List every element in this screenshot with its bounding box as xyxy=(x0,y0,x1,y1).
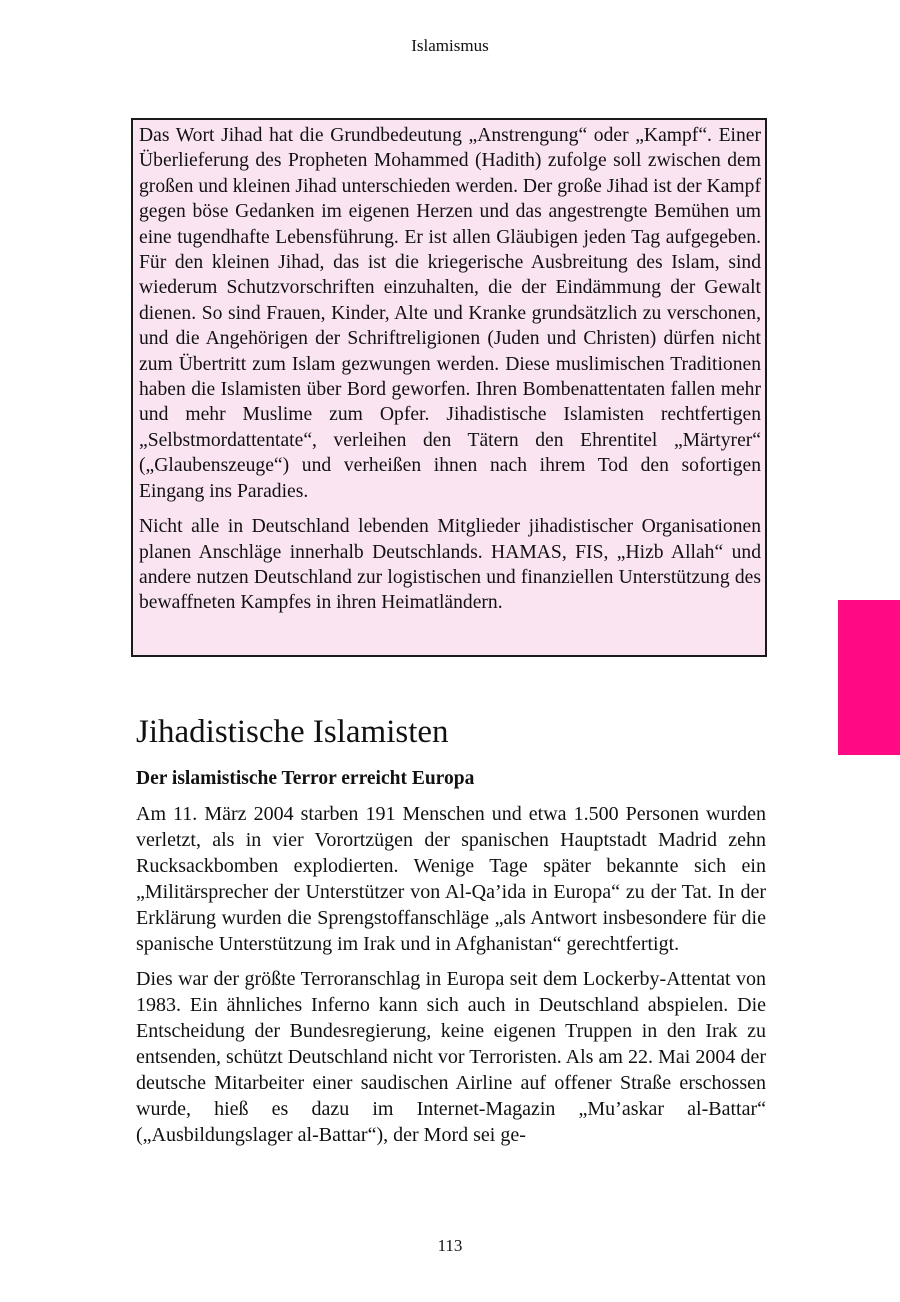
chapter-marker-tab xyxy=(838,600,900,755)
info-box-paragraph: Nicht alle in Deutschland lebenden Mitglieder jihadistischer Organisationen planen Anschläge innerhalb Deutschlands. HAMAS, FIS, „Hizb Allah“ und andere nutzen Deutschland zur logistischen und finanziellen Unterstützung des bewaffneten Kampfes in ihren Heimatländern. xyxy=(139,516,761,614)
info-box xyxy=(131,118,767,657)
body-paragraph: Dies war der größte Terroranschlag in Europa seit dem Lockerby-Attentat von 1983. Ein ähnliches Inferno kann sich auch in Deutschland abspielen. Die Entscheidung der Bundesregierung, keine eigenen Truppen in den Irak zu entsenden, schützt Deutschland nicht vor Terroristen. Als am 22. Mai 2004 der deutsche Mitarbeiter einer saudischen Airline auf offener Straße erschossen wurde, hieß es dazu im Internet-Magazin „Mu’askar al-Battar“ („Ausbildungslager al-Battar“), der Mord sei ge- xyxy=(136,968,766,1146)
section-heading: Jihadistische Islamisten xyxy=(136,714,449,750)
running-header: Islamismus xyxy=(411,36,489,55)
subsection-heading: Der islamistische Terror erreicht Europa xyxy=(136,768,475,789)
body-paragraph: Am 11. März 2004 starben 191 Menschen und etwa 1.500 Personen wurden verletzt, als in vier Vorortzügen der spanischen Hauptstadt Madrid zehn Rucksackbomben explodierten. Wenige Tage später bekannte sich ein „Militärsprecher der Unterstützer von Al-Qa’ida in Europa“ zu der Tat. In der Erklärung wurden die Sprengstoffanschläge „als Antwort insbesondere für die spanische Unterstützung im Irak und in Afghanistan“ gerechtfertigt. xyxy=(136,803,766,955)
page-number: 113 xyxy=(437,1236,463,1255)
body-text xyxy=(136,801,766,1157)
info-box-paragraph: Das Wort Jihad hat die Grundbedeutung „Anstrengung“ oder „Kampf“. Einer Überlieferung des Propheten Mohammed (Hadith) zufolge soll zwischen dem großen und kleinen Jihad unterschieden werden. Der große Jihad ist der Kampf gegen böse Gedanken im eigenen Herzen und das angestrengte Bemühen um eine tugendhafte Lebensführung. Er ist allen Gläubigen jeden Tag aufgegeben. Für den kleinen Jihad, das ist die kriegerische Ausbreitung des Islam, sind wiederum Schutzvorschriften einzuhalten, die der Eindämmung der Gewalt dienen. So sind Frauen, Kinder, Alte und Kranke grundsätzlich zu verschonen, und die Angehörigen der Schriftreligionen (Juden und Christen) dürfen nicht zum Übertritt zum Islam gezwungen werden. Diese muslimischen Traditionen haben die Islamisten über Bord geworfen. Ihren Bombenattentaten fallen mehr und mehr Muslime zum Opfer. Jihadistische Islamisten rechtfertigen „Selbstmordattentate“, verleihen den Tätern den Ehrentitel „Märtyrer“ („Glaubenszeuge“) und verheißen ihnen nach ihrem Tod den sofortigen Eingang ins Paradies. xyxy=(139,125,761,502)
